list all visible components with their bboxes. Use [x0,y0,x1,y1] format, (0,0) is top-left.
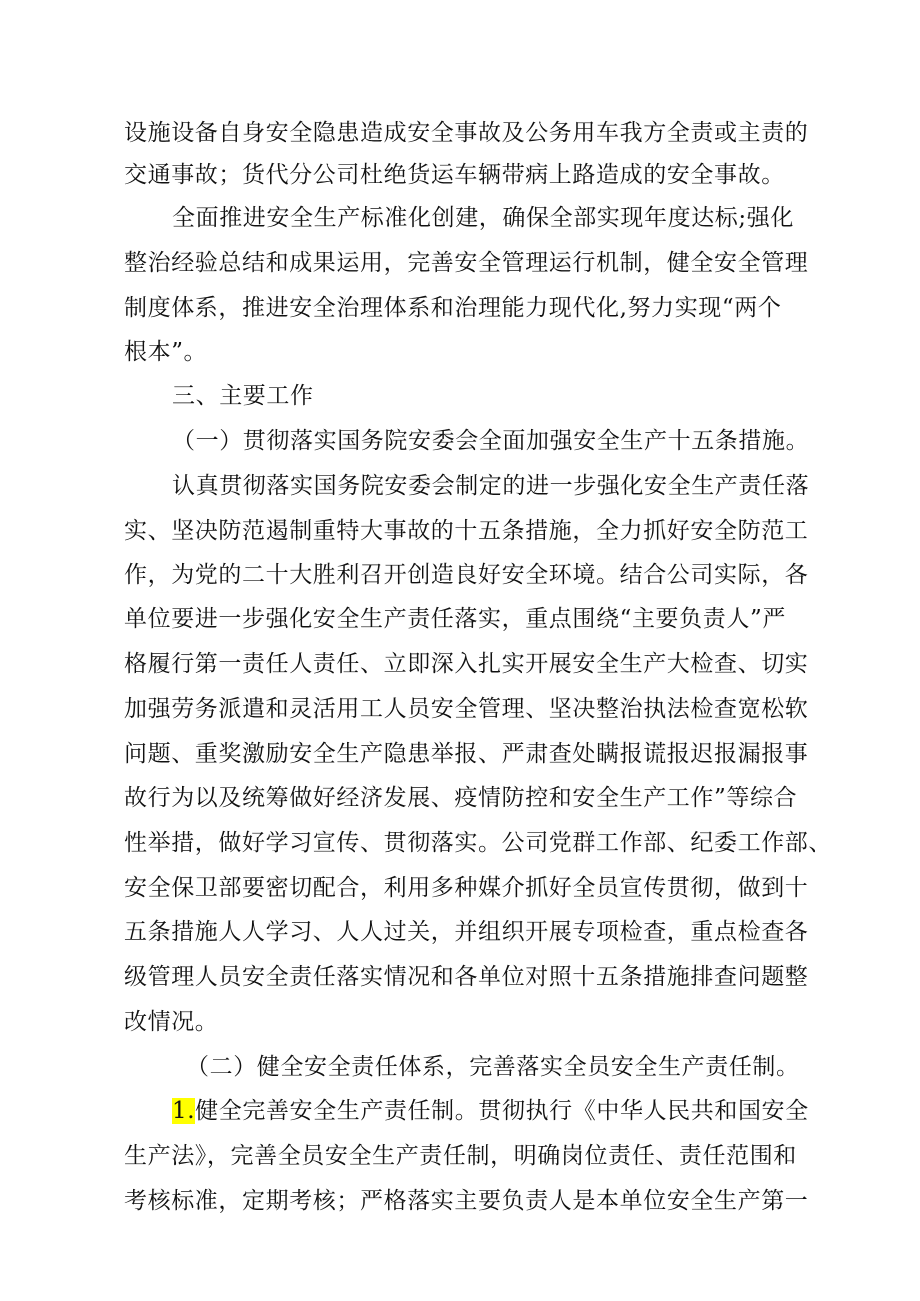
text-line: 加强劳务派遣和灵活用工人员安全管理、坚决整治执法检查宽松软 [124,696,809,722]
section-heading: 三、主要工作 [172,383,314,409]
paragraph-start-line: 认真贯彻落实国务院安委会制定的进一步强化安全生产责任落 [172,473,810,499]
text-line: 五条措施人人学习、人人过关，并组织开展专项检查，重点检查各 [124,919,809,945]
subsection-heading: （二）健全安全责任体系，完善落实全员安全生产责任制。 [186,1054,800,1080]
text-line: 改情况。 [124,1009,219,1035]
text-line: 级管理人员安全责任落实情况和各单位对照十五条措施排查问题整 [124,964,809,990]
text-line: 考核标准，定期考核；严格落实主要负责人是本单位安全生产第一 [124,1188,809,1214]
text-line: 故行为以及统筹做好经济发展、疫情防控和安全生产工作”等综合 [124,785,798,811]
text-line: 单位要进一步强化安全生产责任落实，重点围绕“主要负责人”严 [124,606,786,632]
text-line: 根本”。 [124,339,208,365]
text-line: 安全保卫部要密切配合，利用多种媒介抓好全员宣传贯彻，做到十 [124,875,809,901]
text-line: 设施设备自身安全隐患造成安全事故及公务用车我方全责或主责的 [124,120,809,146]
item-number-highlight: 1. [172,1098,196,1124]
text-line: 作，为党的二十大胜利召开创造良好安全环境。结合公司实际，各 [124,562,809,588]
paragraph-start-line: 全面推进安全生产标准化创建，确保全部实现年度达标;强化 [172,205,794,231]
text-line: 实、坚决防范遏制重特大事故的十五条措施，全力抓好安全防范工 [124,518,809,544]
text-line: 格履行第一责任人责任、立即深入扎实开展安全生产大检查、切实 [124,651,809,677]
numbered-item-text: 健全完善安全生产责任制。贯彻执行《中华人民共和国安全 [195,1098,809,1124]
numbered-paragraph-line [172,1096,812,1126]
text-line: 制度体系，推进安全治理体系和治理能力现代化,努力实现“两个 [124,295,782,321]
text-line: 性举措，做好学习宣传、贯彻落实。公司党群工作部、纪委工作部、 [124,830,832,856]
text-line: 生产法》，完善全员安全生产责任制，明确岗位责任、责任范围和 [124,1143,797,1169]
text-line: 整治经验总结和成果运用，完善安全管理运行机制，健全安全管理 [124,250,809,276]
subsection-heading: （一）贯彻落实国务院安委会全面加强安全生产十五条措施。 [172,428,810,454]
text-line: 交通事故；货代分公司杜绝货运车辆带病上路造成的安全事故。 [124,162,785,188]
text-line: 问题、重奖激励安全生产隐患举报、严肃查处瞒报谎报迟报漏报事 [124,741,809,767]
